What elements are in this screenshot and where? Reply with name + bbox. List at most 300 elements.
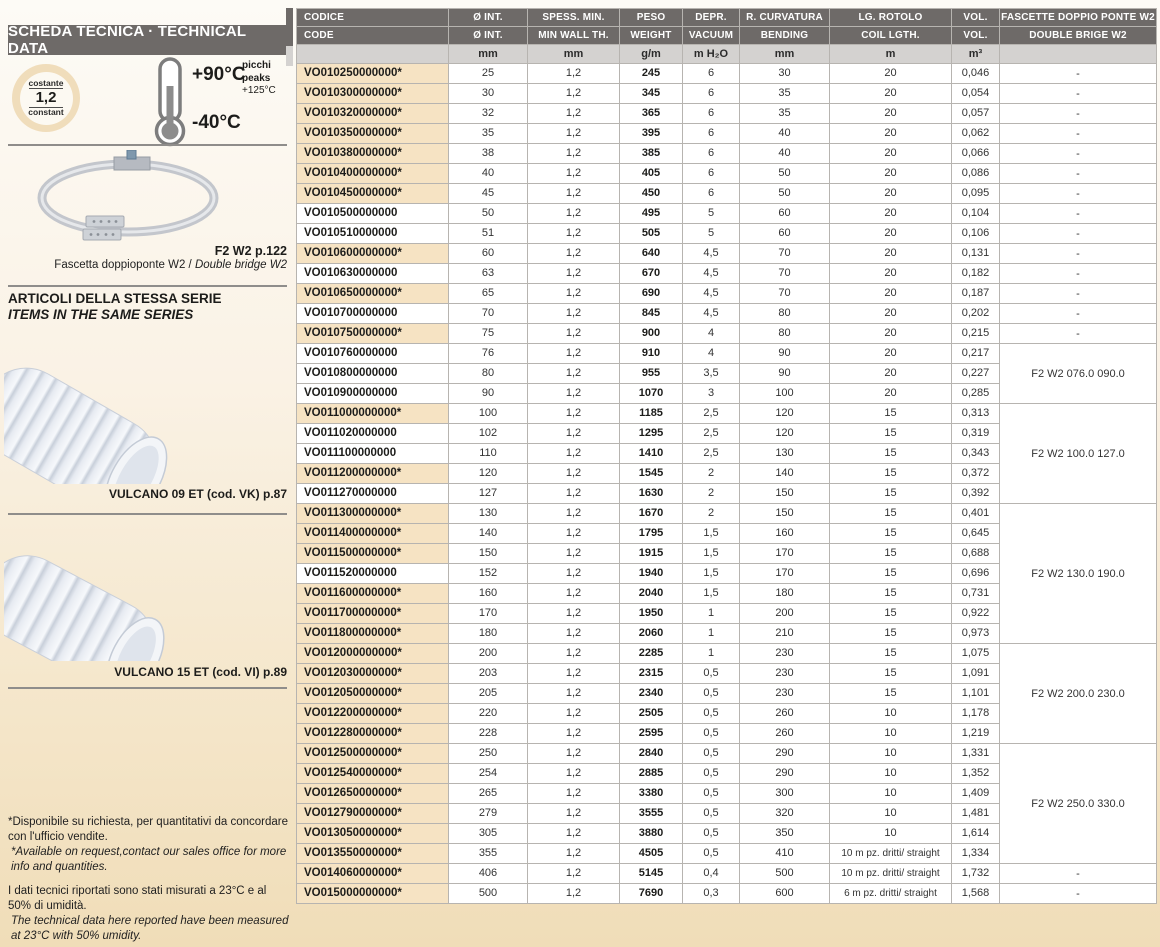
cell-bending-radius: 320 [740, 804, 830, 824]
cell-clamp-size: - [1000, 124, 1157, 144]
cell-code: VO011270000000 [297, 484, 449, 504]
cell-clamp-size: - [1000, 244, 1157, 264]
column-header-3: WEIGHT [620, 27, 683, 45]
cell-inner-diameter: 250 [449, 744, 528, 764]
cell-bending-radius: 230 [740, 664, 830, 684]
cell-volume: 1,352 [952, 764, 1000, 784]
cell-vacuum: 0,5 [683, 784, 740, 804]
column-header-2: MIN WALL TH. [528, 27, 620, 45]
cell-volume: 0,086 [952, 164, 1000, 184]
table-row [297, 864, 1157, 884]
product-caption: VULCANO 09 ET (cod. VK) p.87 [108, 487, 287, 501]
cell-vacuum: 3 [683, 384, 740, 404]
cell-volume: 0,922 [952, 604, 1000, 624]
cell-code: VO010800000000 [297, 364, 449, 384]
cell-volume: 1,091 [952, 664, 1000, 684]
column-header-8: FASCETTE DOPPIO PONTE W2 [1000, 9, 1157, 27]
cell-inner-diameter: 406 [449, 864, 528, 884]
header-row-it [297, 9, 1157, 27]
cell-bending-radius: 70 [740, 264, 830, 284]
table-row [297, 404, 1157, 424]
peaks-value: +125°C [242, 85, 276, 96]
cell-coil-length: 20 [830, 224, 952, 244]
cell-coil-length: 15 [830, 624, 952, 644]
cell-inner-diameter: 130 [449, 504, 528, 524]
cell-min-wall: 1,2 [528, 784, 620, 804]
cell-clamp-size: - [1000, 64, 1157, 84]
cell-weight: 1795 [620, 524, 683, 544]
cell-coil-length: 20 [830, 284, 952, 304]
cell-inner-diameter: 254 [449, 764, 528, 784]
same-series-heading [8, 291, 287, 323]
cell-weight: 2505 [620, 704, 683, 724]
cell-vacuum: 0,5 [683, 704, 740, 724]
cell-coil-length: 15 [830, 544, 952, 564]
cell-vacuum: 0,5 [683, 824, 740, 844]
cell-volume: 0,187 [952, 284, 1000, 304]
table-row [297, 884, 1157, 904]
column-header-4: VACUUM [683, 27, 740, 45]
cell-inner-diameter: 110 [449, 444, 528, 464]
cell-min-wall: 1,2 [528, 224, 620, 244]
cell-inner-diameter: 205 [449, 684, 528, 704]
cell-code: VO012280000000* [297, 724, 449, 744]
cell-code: VO012000000000* [297, 644, 449, 664]
cell-inner-diameter: 102 [449, 424, 528, 444]
cell-coil-length: 20 [830, 104, 952, 124]
cell-inner-diameter: 160 [449, 584, 528, 604]
cell-vacuum: 6 [683, 84, 740, 104]
cell-clamp-size: F2 W2 076.0 090.0 [1000, 344, 1157, 404]
cell-code: VO011200000000* [297, 464, 449, 484]
cell-bending-radius: 90 [740, 364, 830, 384]
cell-clamp-size: - [1000, 184, 1157, 204]
cell-weight: 2885 [620, 764, 683, 784]
cell-coil-length: 15 [830, 464, 952, 484]
table-row [297, 124, 1157, 144]
table-row [297, 504, 1157, 524]
cell-code: VO010900000000 [297, 384, 449, 404]
cell-coil-length: 10 [830, 704, 952, 724]
cell-inner-diameter: 80 [449, 364, 528, 384]
cell-weight: 385 [620, 144, 683, 164]
cell-inner-diameter: 170 [449, 604, 528, 624]
cell-min-wall: 1,2 [528, 884, 620, 904]
cell-min-wall: 1,2 [528, 204, 620, 224]
cell-clamp-size: - [1000, 84, 1157, 104]
column-header-2: SPESS. MIN. [528, 9, 620, 27]
cell-weight: 910 [620, 344, 683, 364]
cell-volume: 1,075 [952, 644, 1000, 664]
cell-min-wall: 1,2 [528, 804, 620, 824]
cell-min-wall: 1,2 [528, 304, 620, 324]
cell-volume: 0,215 [952, 324, 1000, 344]
cell-vacuum: 4 [683, 324, 740, 344]
cell-bending-radius: 30 [740, 64, 830, 84]
cell-volume: 1,334 [952, 844, 1000, 864]
column-units-3: g/m [620, 45, 683, 64]
product-caption: VULCANO 15 ET (cod. VI) p.89 [114, 665, 287, 679]
same-series-heading-it: ARTICOLI DELLA STESSA SERIE [8, 291, 222, 306]
cell-weight: 690 [620, 284, 683, 304]
cell-volume: 0,106 [952, 224, 1000, 244]
cell-min-wall: 1,2 [528, 604, 620, 624]
cell-bending-radius: 90 [740, 344, 830, 364]
cell-coil-length: 15 [830, 524, 952, 544]
cell-min-wall: 1,2 [528, 164, 620, 184]
column-header-1: Ø INT. [449, 9, 528, 27]
cell-code: VO011500000000* [297, 544, 449, 564]
cell-inner-diameter: 305 [449, 824, 528, 844]
cell-min-wall: 1,2 [528, 404, 620, 424]
cell-vacuum: 3,5 [683, 364, 740, 384]
cell-vacuum: 6 [683, 144, 740, 164]
cell-volume: 1,732 [952, 864, 1000, 884]
cell-min-wall: 1,2 [528, 524, 620, 544]
cell-clamp-size: F2 W2 250.0 330.0 [1000, 744, 1157, 864]
constant-label-en: constant [28, 106, 64, 117]
cell-volume: 1,101 [952, 684, 1000, 704]
cell-min-wall: 1,2 [528, 184, 620, 204]
cell-coil-length: 20 [830, 64, 952, 84]
cell-inner-diameter: 32 [449, 104, 528, 124]
cell-bending-radius: 35 [740, 104, 830, 124]
cell-min-wall: 1,2 [528, 324, 620, 344]
cell-volume: 0,054 [952, 84, 1000, 104]
cell-code: VO010380000000* [297, 144, 449, 164]
same-series-heading-en: ITEMS IN THE SAME SERIES [8, 307, 194, 323]
cell-min-wall: 1,2 [528, 424, 620, 444]
cell-weight: 5145 [620, 864, 683, 884]
cell-code: VO012500000000* [297, 744, 449, 764]
cell-inner-diameter: 25 [449, 64, 528, 84]
table-row [297, 344, 1157, 364]
cell-coil-length: 20 [830, 304, 952, 324]
cell-weight: 405 [620, 164, 683, 184]
cell-weight: 2840 [620, 744, 683, 764]
cell-inner-diameter: 90 [449, 384, 528, 404]
cell-vacuum: 4 [683, 344, 740, 364]
table-left-edge-dark [286, 8, 293, 46]
cell-min-wall: 1,2 [528, 364, 620, 384]
technical-data-table [296, 8, 1157, 904]
cell-min-wall: 1,2 [528, 664, 620, 684]
cell-code: VO011520000000 [297, 564, 449, 584]
table-row [297, 284, 1157, 304]
cell-coil-length: 15 [830, 444, 952, 464]
cell-min-wall: 1,2 [528, 284, 620, 304]
cell-code: VO010450000000* [297, 184, 449, 204]
cell-bending-radius: 60 [740, 224, 830, 244]
cell-weight: 1950 [620, 604, 683, 624]
table-row [297, 184, 1157, 204]
cell-bending-radius: 140 [740, 464, 830, 484]
table-row [297, 264, 1157, 284]
constant-value: 1,2 [29, 88, 64, 107]
cell-volume: 1,178 [952, 704, 1000, 724]
cell-bending-radius: 80 [740, 304, 830, 324]
cell-code: VO010630000000 [297, 264, 449, 284]
cell-clamp-size: - [1000, 324, 1157, 344]
cell-clamp-size: - [1000, 884, 1157, 904]
cell-min-wall: 1,2 [528, 624, 620, 644]
cell-weight: 1410 [620, 444, 683, 464]
table-header [297, 9, 1157, 64]
cell-vacuum: 2,5 [683, 444, 740, 464]
cell-coil-length: 10 [830, 724, 952, 744]
cell-coil-length: 20 [830, 344, 952, 364]
cell-inner-diameter: 40 [449, 164, 528, 184]
cell-clamp-size: - [1000, 104, 1157, 124]
cell-volume: 0,645 [952, 524, 1000, 544]
cell-weight: 670 [620, 264, 683, 284]
cell-coil-length: 20 [830, 264, 952, 284]
footnote-conditions-en: The technical data here reported have been measured at 23°C with 50% umidity. [11, 914, 289, 942]
footnote-availability-it: *Disponibile su richiesta, per quantitativi da concordare con l'ufficio vendite. [8, 816, 288, 843]
cell-code: VO011700000000* [297, 604, 449, 624]
cell-vacuum: 2,5 [683, 404, 740, 424]
cell-weight: 3880 [620, 824, 683, 844]
column-units-5: mm [740, 45, 830, 64]
cell-coil-length: 20 [830, 164, 952, 184]
cell-bending-radius: 170 [740, 544, 830, 564]
thermometer-icon [152, 56, 190, 148]
cell-code: VO011000000000* [297, 404, 449, 424]
column-header-4: DEPR. [683, 9, 740, 27]
page-title: SCHEDA TECNICA · TECHNICAL DATA [8, 25, 287, 55]
cell-coil-length: 20 [830, 384, 952, 404]
cell-code: VO010510000000 [297, 224, 449, 244]
column-units-4: m H₂O [683, 45, 740, 64]
cell-vacuum: 1,5 [683, 584, 740, 604]
column-units-2: mm [528, 45, 620, 64]
cell-weight: 245 [620, 64, 683, 84]
cell-coil-length: 15 [830, 584, 952, 604]
cell-min-wall: 1,2 [528, 264, 620, 284]
cell-weight: 955 [620, 364, 683, 384]
cell-volume: 1,409 [952, 784, 1000, 804]
cell-coil-length: 20 [830, 364, 952, 384]
cell-coil-length: 20 [830, 244, 952, 264]
column-header-3: PESO [620, 9, 683, 27]
cell-bending-radius: 500 [740, 864, 830, 884]
cell-code: VO010760000000 [297, 344, 449, 364]
cell-volume: 0,731 [952, 584, 1000, 604]
cell-volume: 0,343 [952, 444, 1000, 464]
cell-vacuum: 0,5 [683, 664, 740, 684]
cell-bending-radius: 130 [740, 444, 830, 464]
cell-clamp-size: - [1000, 304, 1157, 324]
cell-code: VO013550000000* [297, 844, 449, 864]
cell-code: VO010750000000* [297, 324, 449, 344]
cell-weight: 2315 [620, 664, 683, 684]
cell-vacuum: 0,5 [683, 804, 740, 824]
cell-weight: 345 [620, 84, 683, 104]
cell-code: VO012540000000* [297, 764, 449, 784]
cell-code: VO012650000000* [297, 784, 449, 804]
cell-coil-length: 20 [830, 324, 952, 344]
cell-inner-diameter: 75 [449, 324, 528, 344]
cell-bending-radius: 170 [740, 564, 830, 584]
cell-weight: 1070 [620, 384, 683, 404]
cell-coil-length: 15 [830, 684, 952, 704]
cell-bending-radius: 35 [740, 84, 830, 104]
cell-bending-radius: 50 [740, 164, 830, 184]
cell-volume: 0,227 [952, 364, 1000, 384]
cell-min-wall: 1,2 [528, 684, 620, 704]
cell-inner-diameter: 35 [449, 124, 528, 144]
cell-clamp-size: - [1000, 144, 1157, 164]
cell-min-wall: 1,2 [528, 84, 620, 104]
column-header-5: R. CURVATURA [740, 9, 830, 27]
cell-clamp-size: F2 W2 200.0 230.0 [1000, 644, 1157, 744]
cell-min-wall: 1,2 [528, 444, 620, 464]
table-row [297, 644, 1157, 664]
cell-weight: 1295 [620, 424, 683, 444]
cell-coil-length: 10 [830, 824, 952, 844]
cell-vacuum: 2,5 [683, 424, 740, 444]
cell-volume: 1,481 [952, 804, 1000, 824]
cell-volume: 1,219 [952, 724, 1000, 744]
cell-bending-radius: 180 [740, 584, 830, 604]
cell-min-wall: 1,2 [528, 124, 620, 144]
cell-vacuum: 4,5 [683, 244, 740, 264]
cell-weight: 640 [620, 244, 683, 264]
column-header-0: CODICE [297, 9, 449, 27]
cell-code: VO015000000000* [297, 884, 449, 904]
table-body [297, 64, 1157, 904]
table-left-edge-light [286, 46, 293, 66]
cell-weight: 845 [620, 304, 683, 324]
cell-volume: 0,285 [952, 384, 1000, 404]
cell-min-wall: 1,2 [528, 644, 620, 664]
cell-vacuum: 6 [683, 184, 740, 204]
cell-volume: 0,372 [952, 464, 1000, 484]
temperature-peaks [242, 60, 276, 98]
cell-min-wall: 1,2 [528, 244, 620, 264]
cell-bending-radius: 40 [740, 124, 830, 144]
cell-inner-diameter: 279 [449, 804, 528, 824]
cell-weight: 1915 [620, 544, 683, 564]
cell-vacuum: 4,5 [683, 284, 740, 304]
column-header-8: DOUBLE BRIGE W2 [1000, 27, 1157, 45]
cell-volume: 0,688 [952, 544, 1000, 564]
cell-min-wall: 1,2 [528, 824, 620, 844]
cell-vacuum: 5 [683, 204, 740, 224]
column-header-6: COIL LGTH. [830, 27, 952, 45]
cell-coil-length: 20 [830, 124, 952, 144]
cell-coil-length: 15 [830, 484, 952, 504]
cell-code: VO012050000000* [297, 684, 449, 704]
divider [8, 144, 287, 146]
cell-inner-diameter: 45 [449, 184, 528, 204]
cell-coil-length: 20 [830, 84, 952, 104]
cell-code: VO011300000000* [297, 504, 449, 524]
cell-inner-diameter: 355 [449, 844, 528, 864]
table-row [297, 204, 1157, 224]
cell-code: VO012200000000* [297, 704, 449, 724]
cell-volume: 0,095 [952, 184, 1000, 204]
header-row-en [297, 27, 1157, 45]
cell-weight: 2060 [620, 624, 683, 644]
cell-min-wall: 1,2 [528, 564, 620, 584]
clamp-caption-en: Double bridge W2 [194, 259, 287, 271]
cell-bending-radius: 120 [740, 424, 830, 444]
cell-bending-radius: 40 [740, 144, 830, 164]
cell-inner-diameter: 203 [449, 664, 528, 684]
cell-inner-diameter: 127 [449, 484, 528, 504]
cell-bending-radius: 70 [740, 284, 830, 304]
cell-weight: 495 [620, 204, 683, 224]
constant-factor-badge [12, 64, 80, 132]
cell-bending-radius: 100 [740, 384, 830, 404]
cell-vacuum: 0,3 [683, 884, 740, 904]
cell-bending-radius: 70 [740, 244, 830, 264]
cell-min-wall: 1,2 [528, 484, 620, 504]
divider [8, 513, 287, 515]
cell-weight: 7690 [620, 884, 683, 904]
table-row [297, 164, 1157, 184]
cell-vacuum: 6 [683, 124, 740, 144]
cell-inner-diameter: 228 [449, 724, 528, 744]
cell-volume: 0,062 [952, 124, 1000, 144]
peaks-label-en: peaks [242, 72, 271, 84]
cell-code: VO010320000000* [297, 104, 449, 124]
cell-coil-length: 10 m pz. dritti/ straight [830, 844, 952, 864]
cell-volume: 0,401 [952, 504, 1000, 524]
cell-weight: 450 [620, 184, 683, 204]
cell-coil-length: 20 [830, 204, 952, 224]
cell-clamp-size: - [1000, 264, 1157, 284]
cell-weight: 2340 [620, 684, 683, 704]
cell-coil-length: 10 [830, 744, 952, 764]
cell-code: VO010300000000* [297, 84, 449, 104]
clamp-caption [8, 259, 287, 271]
cell-volume: 0,182 [952, 264, 1000, 284]
cell-bending-radius: 350 [740, 824, 830, 844]
cell-vacuum: 1,5 [683, 544, 740, 564]
cell-coil-length: 10 [830, 784, 952, 804]
cell-coil-length: 20 [830, 184, 952, 204]
cell-vacuum: 1 [683, 604, 740, 624]
cell-bending-radius: 200 [740, 604, 830, 624]
cell-code: VO010500000000 [297, 204, 449, 224]
cell-coil-length: 15 [830, 604, 952, 624]
cell-min-wall: 1,2 [528, 744, 620, 764]
cell-weight: 1940 [620, 564, 683, 584]
cell-vacuum: 0,5 [683, 724, 740, 744]
table-row [297, 64, 1157, 84]
cell-volume: 0,973 [952, 624, 1000, 644]
cell-bending-radius: 150 [740, 484, 830, 504]
cell-min-wall: 1,2 [528, 844, 620, 864]
cell-coil-length: 15 [830, 404, 952, 424]
cell-inner-diameter: 50 [449, 204, 528, 224]
cell-bending-radius: 600 [740, 884, 830, 904]
cell-bending-radius: 210 [740, 624, 830, 644]
cell-vacuum: 0,5 [683, 684, 740, 704]
cell-bending-radius: 60 [740, 204, 830, 224]
cell-weight: 2040 [620, 584, 683, 604]
cell-coil-length: 10 [830, 804, 952, 824]
table-row [297, 304, 1157, 324]
clamp-photo [28, 150, 228, 242]
cell-vacuum: 6 [683, 104, 740, 124]
footnote-conditions-it: I dati tecnici riportati sono stati misurati a 23°C e al 50% di umidità. [8, 884, 267, 912]
divider [8, 285, 287, 287]
cell-code: VO010650000000* [297, 284, 449, 304]
cell-inner-diameter: 140 [449, 524, 528, 544]
